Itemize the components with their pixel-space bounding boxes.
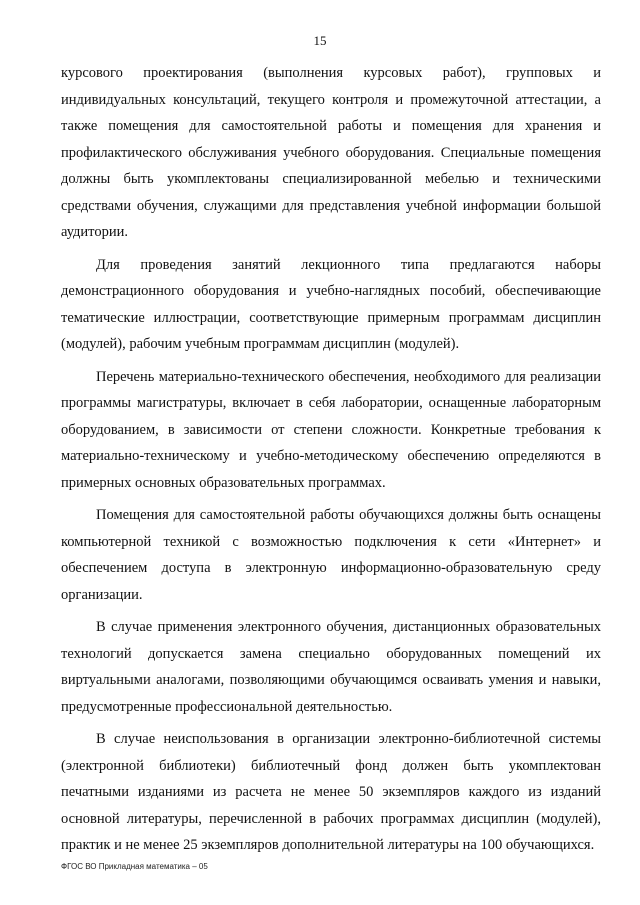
- page-number: 15: [313, 33, 327, 48]
- paragraph-material-support: Перечень материально-технического обеспечения, необходимого для реализации программы магистратуры, включает в себя лаборатории, оснащенные лабораторным оборудованием, в зависимости от степени сложности. Конкретные требования к материально-техническому и учебно-методическому обеспечению определяются в примерных основных образовательных программах.: [61, 368, 601, 491]
- body-text: [61, 60, 601, 865]
- paragraph-library-fund: В случае неиспользования в организации электронно-библиотечной системы (электронной библиотеки) библиотечный фонд должен быть укомплектован печатными изданиями из расчета не менее 50 экземпляров каждого из изданий основной литературы, перечисленной в рабочих программах дисциплин (модулей), практик и не менее 25 экземпляров дополнительной литературы на 100 обучающихся.: [61, 731, 601, 853]
- paragraph-continuation: курсового проектирования (выполнения курсовых работ), групповых и индивидуальных консультаций, текущего контроля и промежуточной аттестации, а также помещения для самостоятельной работы и помещения для хранения и профилактического обслуживания учебного оборудования. Специальные помещения должны быть укомплектованы специализированной мебелью и техническими средствами обучения, служащими для представления учебной информации большой аудитории.: [61, 65, 601, 240]
- paragraph-self-study-rooms: Помещения для самостоятельной работы обучающихся должны быть оснащены компьютерной техникой с возможностью подключения к сети «Интернет» и обеспечением доступа в электронную информационно-образовательную среду организации.: [61, 507, 601, 603]
- paragraph-e-learning: В случае применения электронного обучения, дистанционных образовательных технологий допускается замена специально оборудованных помещений их виртуальными аналогами, позволяющими обучающимся осваивать умения и навыки, предусмотренные профессиональной деятельностью.: [61, 619, 601, 715]
- page-footer: ФГОС ВО Прикладная математика – 05: [61, 862, 208, 871]
- paragraph-lecture-equipment: Для проведения занятий лекционного типа предлагаются наборы демонстрационного оборудования и учебно-наглядных пособий, обеспечивающие тематические иллюстрации, соответствующие примерным программам дисциплин (модулей), рабочим учебным программам дисциплин (модулей).: [61, 256, 601, 352]
